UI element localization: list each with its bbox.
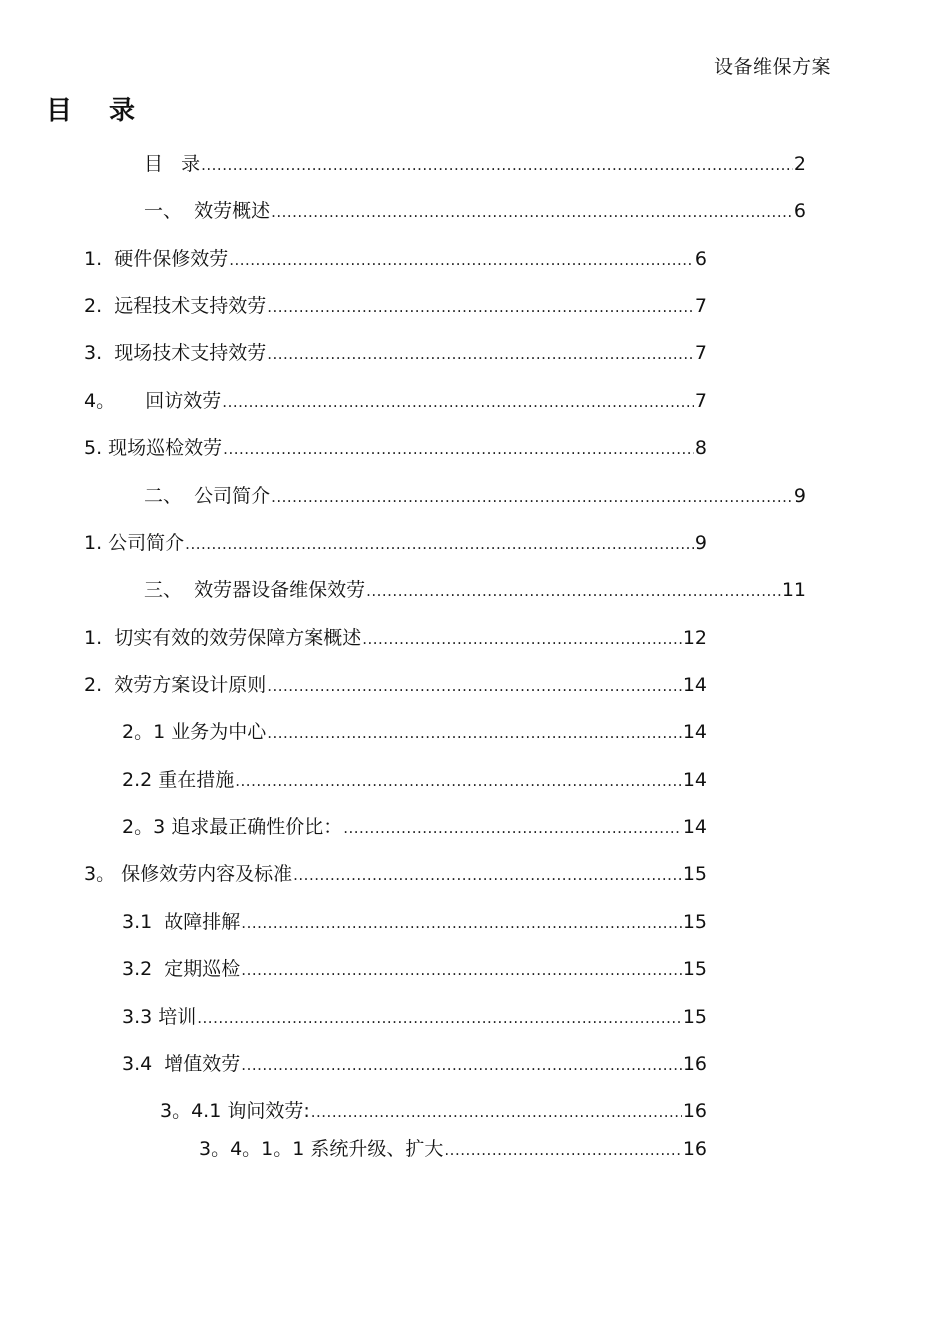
toc-page-number: 6 [694,248,707,270]
toc-entry-label: 目 录 [144,153,201,175]
toc-entry[interactable] [144,577,806,603]
toc-entry[interactable] [84,625,707,651]
toc-entry-label: 1. 公司简介 [84,532,185,554]
toc-entry[interactable] [84,435,707,461]
toc-entry[interactable] [122,767,707,793]
toc-entry-label: 2.2 重在措施 [122,769,235,791]
toc-entry[interactable] [122,814,707,840]
toc-dot-leader [229,247,694,273]
toc-entry[interactable] [144,483,806,509]
toc-entry-label: 3. 现场技术支持效劳 [84,342,267,364]
toc-entry[interactable] [84,530,707,556]
toc-page-number: 6 [793,200,806,222]
toc-page-number: 15 [682,863,707,885]
toc-dot-leader [197,1005,682,1031]
toc-page-number: 14 [682,769,707,791]
toc-entry[interactable] [84,246,707,272]
toc-page-number: 14 [682,816,707,838]
toc-dot-leader [267,673,682,699]
toc-entry[interactable] [84,388,707,414]
toc-dot-leader [201,152,793,178]
toc-dot-leader [235,768,682,794]
toc-dot-leader [311,1099,682,1125]
toc-dot-leader [343,815,682,841]
toc-dot-leader [271,484,793,510]
toc-dot-leader [362,626,682,652]
toc-entry-label: 4。 回访效劳 [84,390,222,412]
toc-dot-leader [293,862,682,888]
toc-page-number: 7 [694,390,707,412]
toc-page-number: 14 [682,674,707,696]
toc-page-number: 15 [682,1006,707,1028]
toc-entry-label: 2. 远程技术支持效劳 [84,295,267,317]
toc-entry[interactable] [84,340,707,366]
toc-page-number: 11 [781,579,806,601]
toc-entry-label: 3。4.1 询问效劳: [160,1100,310,1122]
toc-page-number: 7 [694,295,707,317]
toc-entry-label: 3.3 培训 [122,1006,197,1028]
toc-dot-leader [267,294,694,320]
toc-entry[interactable] [160,1098,707,1124]
toc-entry-label: 三、 效劳器设备维保效劳 [144,579,366,601]
toc-entry-label: 3.2 定期巡检 [122,958,241,980]
toc-entry[interactable] [144,198,806,224]
toc-page-number: 12 [682,627,707,649]
toc-dot-leader [267,341,694,367]
toc-entry-label: 二、 公司简介 [144,485,271,507]
toc-page-number: 16 [682,1138,707,1160]
toc-dot-leader [267,720,682,746]
toc-entry[interactable] [84,861,707,887]
toc-dot-leader [185,531,694,557]
toc-dot-leader [444,1137,681,1163]
toc-entry-label: 一、 效劳概述 [144,200,271,222]
toc-page-number: 16 [682,1100,707,1122]
toc-page-number: 8 [694,437,707,459]
toc-entry-label: 2。3 追求最正确性价比： [122,816,343,838]
toc-entry[interactable] [122,909,707,935]
toc-dot-leader [241,1052,682,1078]
toc-entry[interactable] [122,1004,707,1030]
toc-dot-leader [366,578,781,604]
toc-page-number: 15 [682,911,707,933]
toc-entry-label: 2。1 业务为中心 [122,721,267,743]
toc-page-number: 2 [793,153,806,175]
toc-entry-label: 1. 切实有效的效劳保障方案概述 [84,627,362,649]
running-header: 设备维保方案 [714,56,832,78]
toc-page-number: 9 [793,485,806,507]
toc-entry[interactable] [122,956,707,982]
toc-page-number: 16 [682,1053,707,1075]
toc-entry[interactable] [122,1051,707,1077]
toc-entry-label: 5. 现场巡检效劳 [84,437,223,459]
toc-entry-label: 2. 效劳方案设计原则 [84,674,267,696]
toc-dot-leader [222,389,694,415]
toc-entry[interactable] [144,151,806,177]
toc-heading: 目 录 [46,96,150,126]
toc-dot-leader [241,910,682,936]
toc-page-number: 15 [682,958,707,980]
toc-entry-label: 1. 硬件保修效劳 [84,248,229,270]
toc-entry-label: 3。4。1。1 系统升级、扩大 [199,1138,444,1160]
toc-entry[interactable] [84,293,707,319]
toc-page-number: 7 [694,342,707,364]
toc-entry[interactable] [199,1136,707,1162]
toc-entry[interactable] [122,719,707,745]
toc-dot-leader [271,199,793,225]
toc-page-number: 14 [682,721,707,743]
toc-dot-leader [223,436,694,462]
toc-entry-label: 3.1 故障排解 [122,911,241,933]
toc-entry-label: 3.4 增值效劳 [122,1053,241,1075]
toc-entry-label: 3。 保修效劳内容及标准 [84,863,293,885]
toc-entry[interactable] [84,672,707,698]
toc-page-number: 9 [694,532,707,554]
toc-dot-leader [241,957,682,983]
